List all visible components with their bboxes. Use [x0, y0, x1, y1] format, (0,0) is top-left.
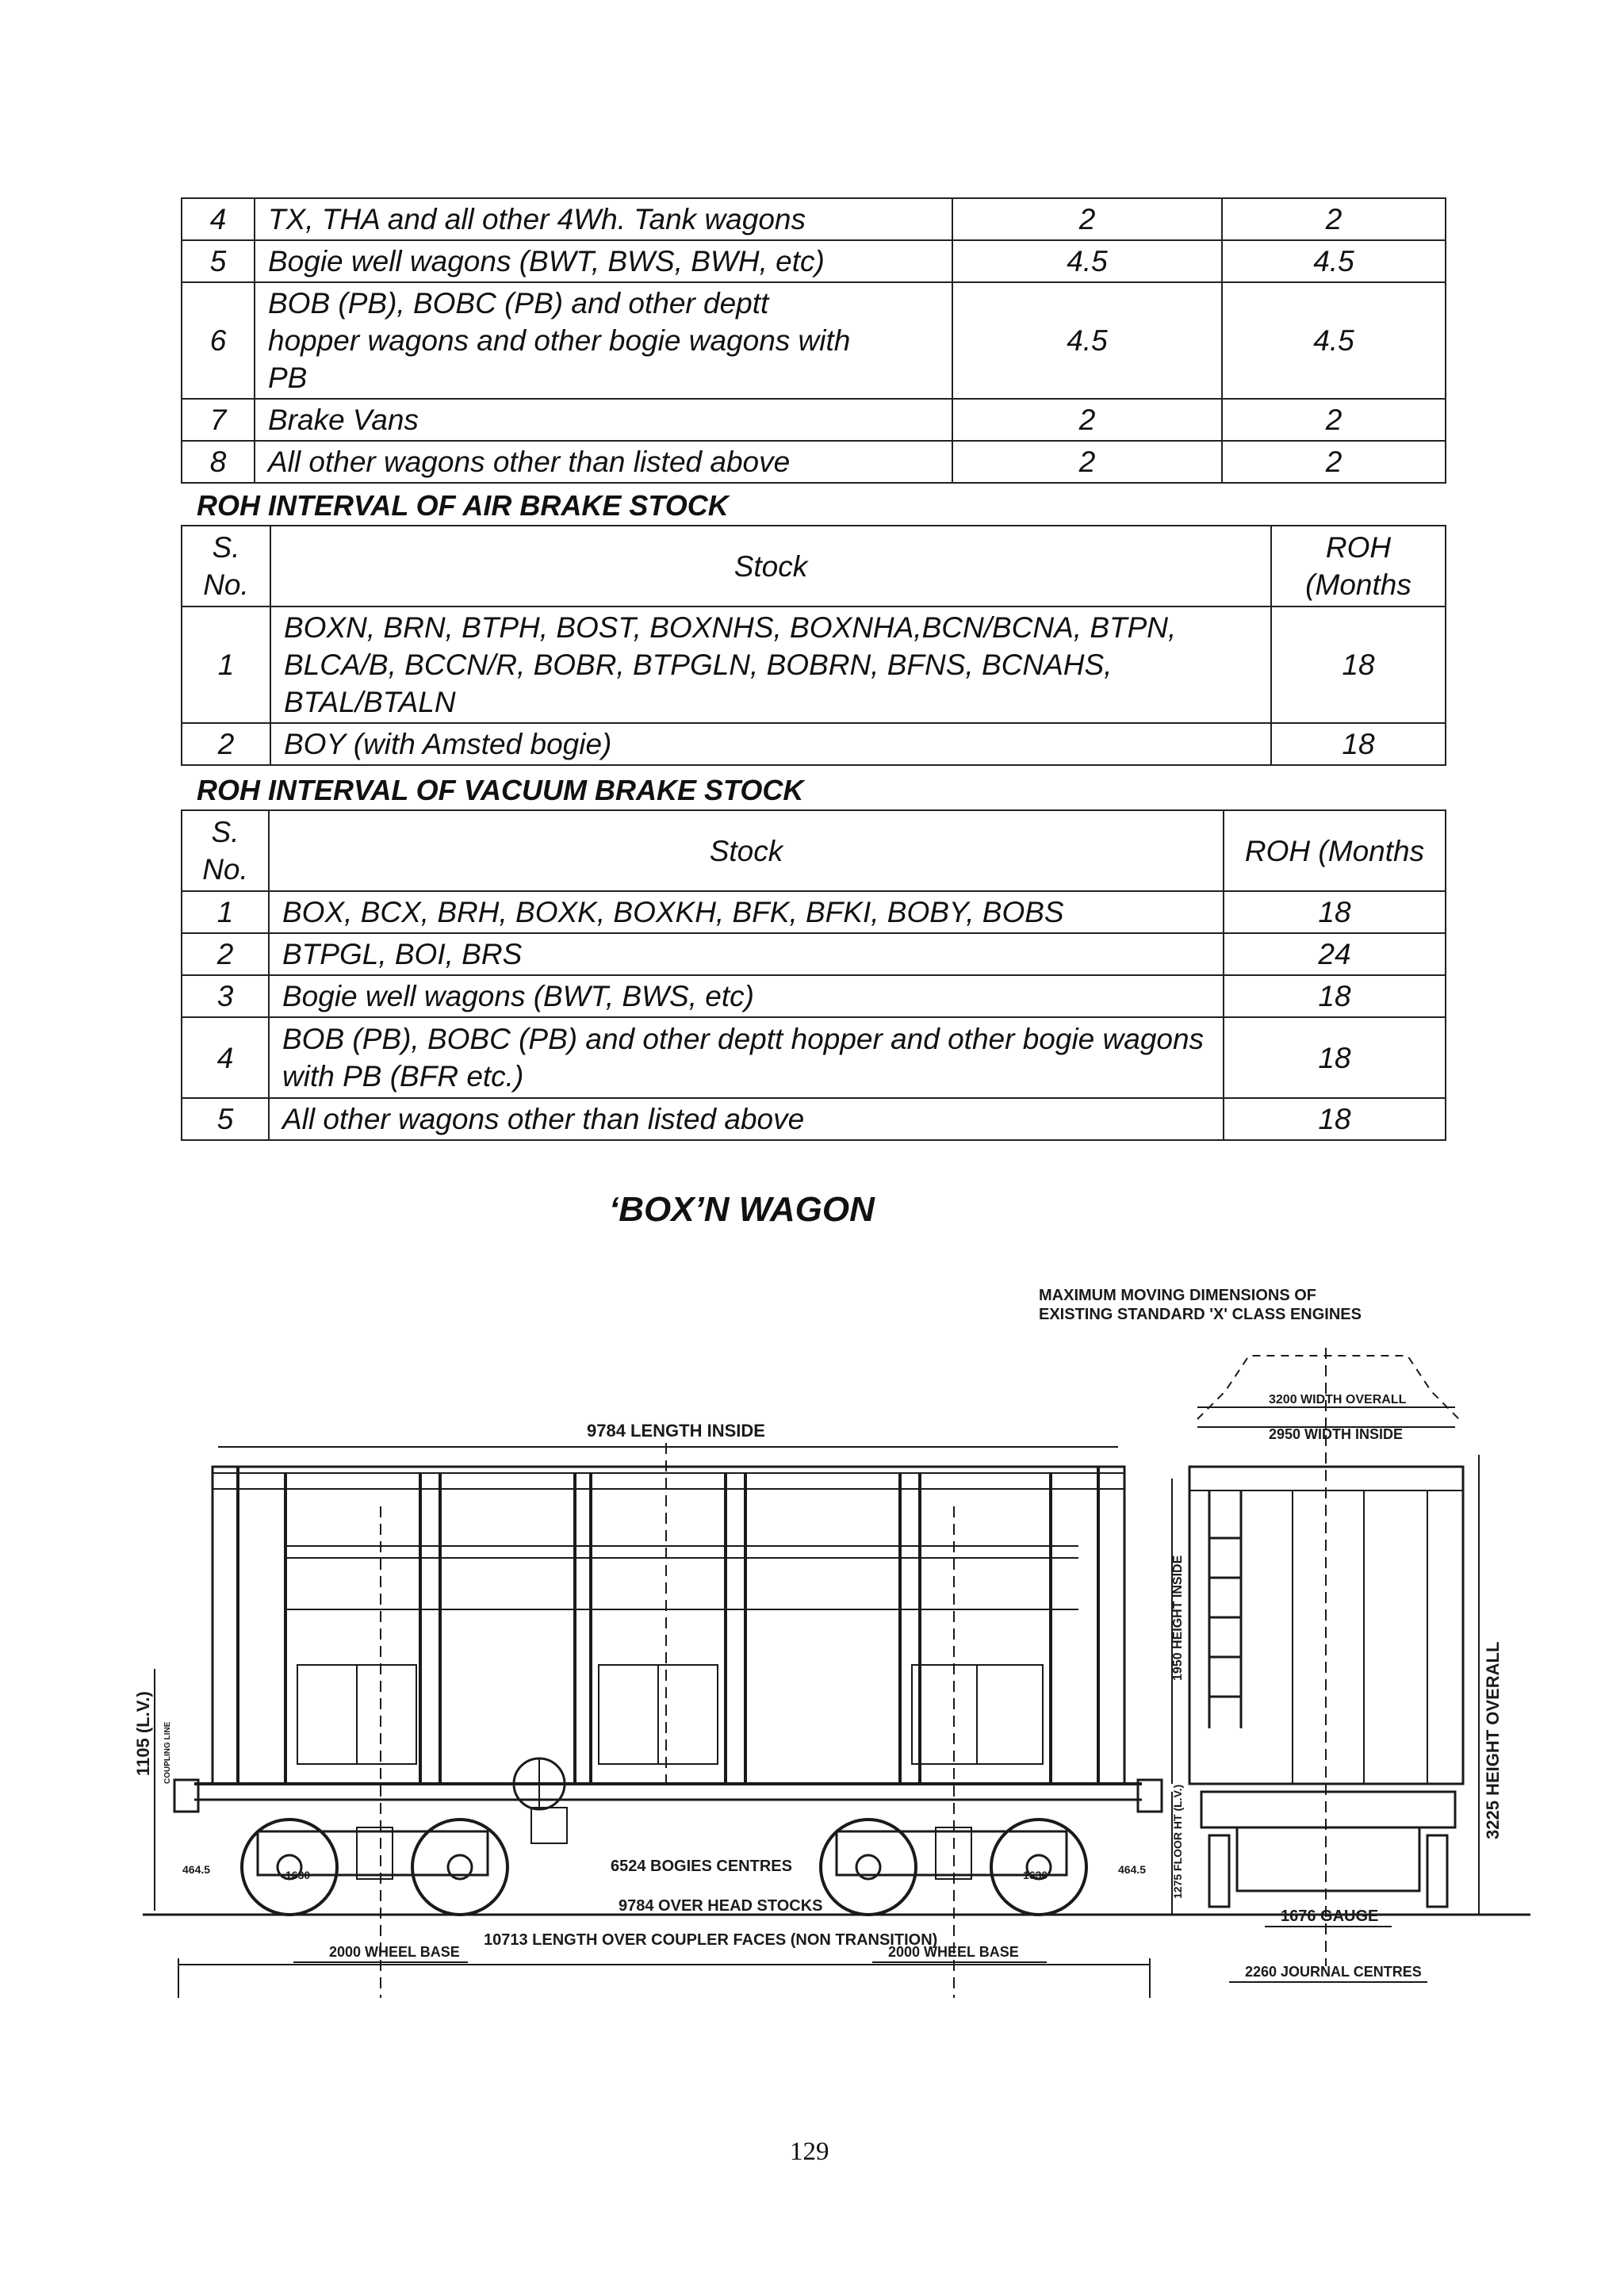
value-cell: 4.5 [952, 240, 1222, 282]
sno-cell: 2 [182, 723, 270, 765]
table-row [182, 1098, 1446, 1140]
stock-cell: Brake Vans [255, 399, 952, 441]
value-cell: 2 [1222, 198, 1446, 240]
air-brake-title: ROH INTERVAL OF AIR BRAKE STOCK [197, 489, 729, 522]
label-floor-ht: 1275 FLOOR HT (L.V.) [1171, 1784, 1184, 1899]
stanchions [238, 1467, 1098, 1784]
value-cell: 2 [1222, 441, 1446, 483]
stock-cell: All other wagons other than listed above [269, 1098, 1224, 1140]
label-journal-centres: 2260 JOURNAL CENTRES [1245, 1964, 1422, 1980]
stock-header: Stock [269, 810, 1224, 891]
table-row [182, 240, 1446, 282]
label-overhang-left: 464.5 [182, 1863, 211, 1876]
roh-header: ROH (Months [1224, 810, 1446, 891]
wagon-drawing [127, 1284, 1546, 1998]
label-width-inside: 2950 WIDTH INSIDE [1269, 1426, 1404, 1442]
sno-cell: 3 [182, 975, 269, 1017]
roh-header: ROH (Months [1271, 526, 1446, 607]
label-bogie-centres: 6524 BOGIES CENTRES [611, 1858, 792, 1875]
stock-cell: TX, THA and all other 4Wh. Tank wagons [255, 198, 952, 240]
sno-header: S. No. [182, 526, 270, 607]
roh-cell: 18 [1224, 975, 1446, 1017]
label-wheel-base-left: 2000 WHEEL BASE [329, 1944, 460, 1960]
roh-cell: 18 [1271, 723, 1446, 765]
stock-cell: BOY (with Amsted bogie) [270, 723, 1271, 765]
wagon-body-outline [213, 1467, 1124, 1784]
table-row [182, 282, 1446, 399]
value-cell: 4.5 [1222, 240, 1446, 282]
label-bogie-offset-left: 1630 [285, 1869, 311, 1881]
figure-title: ‘BOX’N WAGON [609, 1190, 875, 1229]
stock-cell: BOXN, BRN, BTPH, BOST, BOXNHS, BOXNHA,BCN/BCNA, BTPN, BLCA/B, BCCN/R, BOBR, BTPGLN, BOBRN, BFNS, BCNAHS, BTAL/BTALN [270, 607, 1271, 723]
table-vacuum-brake [181, 809, 1446, 1141]
sno-header: S. No. [182, 810, 269, 891]
roh-cell: 18 [1271, 607, 1446, 723]
table-header-row [182, 526, 1446, 607]
label-over-coupler: 10713 LENGTH OVER COUPLER FACES (NON TRANSITION) [484, 1931, 938, 1949]
roh-cell: 18 [1224, 1017, 1446, 1098]
table-top [181, 197, 1446, 484]
value-cell: 2 [952, 198, 1222, 240]
label-coupling-line: COUPLING LINE [163, 1721, 172, 1784]
value-cell: 2 [952, 399, 1222, 441]
sno-cell: 6 [182, 282, 255, 399]
sno-cell: 7 [182, 399, 255, 441]
table-row [182, 933, 1446, 975]
roh-cell: 18 [1224, 891, 1446, 933]
value-cell: 4.5 [952, 282, 1222, 399]
table-row [182, 607, 1446, 723]
stock-header: Stock [270, 526, 1271, 607]
sno-cell: 2 [182, 933, 269, 975]
table-air-brake [181, 525, 1446, 766]
stock-cell: Bogie well wagons (BWT, BWS, etc) [269, 975, 1224, 1017]
sno-cell: 1 [182, 891, 269, 933]
label-height-overall: 3225 HEIGHT OVERALL [1483, 1641, 1503, 1839]
roh-cell: 24 [1224, 933, 1446, 975]
page-number: 129 [790, 2137, 829, 2166]
end-elevation [1172, 1348, 1479, 1982]
sno-cell: 5 [182, 1098, 269, 1140]
label-wheel-base-right: 2000 WHEEL BASE [888, 1944, 1019, 1960]
label-overhang-right: 464.5 [1118, 1863, 1147, 1876]
sno-cell: 4 [182, 1017, 269, 1098]
label-max-dims-2: EXISTING STANDARD 'X' CLASS ENGINES [1039, 1306, 1362, 1323]
stock-cell: Bogie well wagons (BWT, BWS, BWH, etc) [255, 240, 952, 282]
stock-cell: All other wagons other than listed above [255, 441, 952, 483]
sno-cell: 8 [182, 441, 255, 483]
label-length-inside: 9784 LENGTH INSIDE [587, 1421, 765, 1441]
table-row [182, 1017, 1446, 1098]
table-row [182, 399, 1446, 441]
sno-cell: 4 [182, 198, 255, 240]
value-cell: 2 [1222, 399, 1446, 441]
table-row [182, 891, 1446, 933]
label-max-dims: MAXIMUM MOVING DIMENSIONS OF [1039, 1287, 1316, 1304]
sno-cell: 5 [182, 240, 255, 282]
table-row [182, 441, 1446, 483]
table-row [182, 198, 1446, 240]
label-width-overall: 3200 WIDTH OVERALL [1269, 1393, 1407, 1406]
label-gauge: 1676 GAUGE [1281, 1908, 1379, 1925]
vacuum-brake-title: ROH INTERVAL OF VACUUM BRAKE STOCK [197, 774, 804, 806]
label-coupling-ht: 1105 (L.V.) [133, 1691, 153, 1776]
table-header-row [182, 810, 1446, 891]
value-cell: 2 [952, 441, 1222, 483]
stock-cell: BOB (PB), BOBC (PB) and other deptt hopper and other bogie wagons with PB (BFR etc.) [269, 1017, 1224, 1098]
label-height-inside: 1950 HEIGHT INSIDE [1171, 1555, 1185, 1681]
roh-cell: 18 [1224, 1098, 1446, 1140]
stock-cell: BOX, BCX, BRH, BOXK, BOXKH, BFK, BFKI, BOBY, BOBS [269, 891, 1224, 933]
stock-cell: BOB (PB), BOBC (PB) and other deptt hopper wagons and other bogie wagons with PB [255, 282, 952, 399]
value-cell: 4.5 [1222, 282, 1446, 399]
sno-cell: 1 [182, 607, 270, 723]
table-row [182, 723, 1446, 765]
label-bogie-offset-right: 1630 [1023, 1869, 1048, 1881]
table-row [182, 975, 1446, 1017]
stock-cell: BTPGL, BOI, BRS [269, 933, 1224, 975]
label-over-head-stocks: 9784 OVER HEAD STOCKS [619, 1897, 823, 1915]
bogie-left [242, 1820, 508, 1915]
